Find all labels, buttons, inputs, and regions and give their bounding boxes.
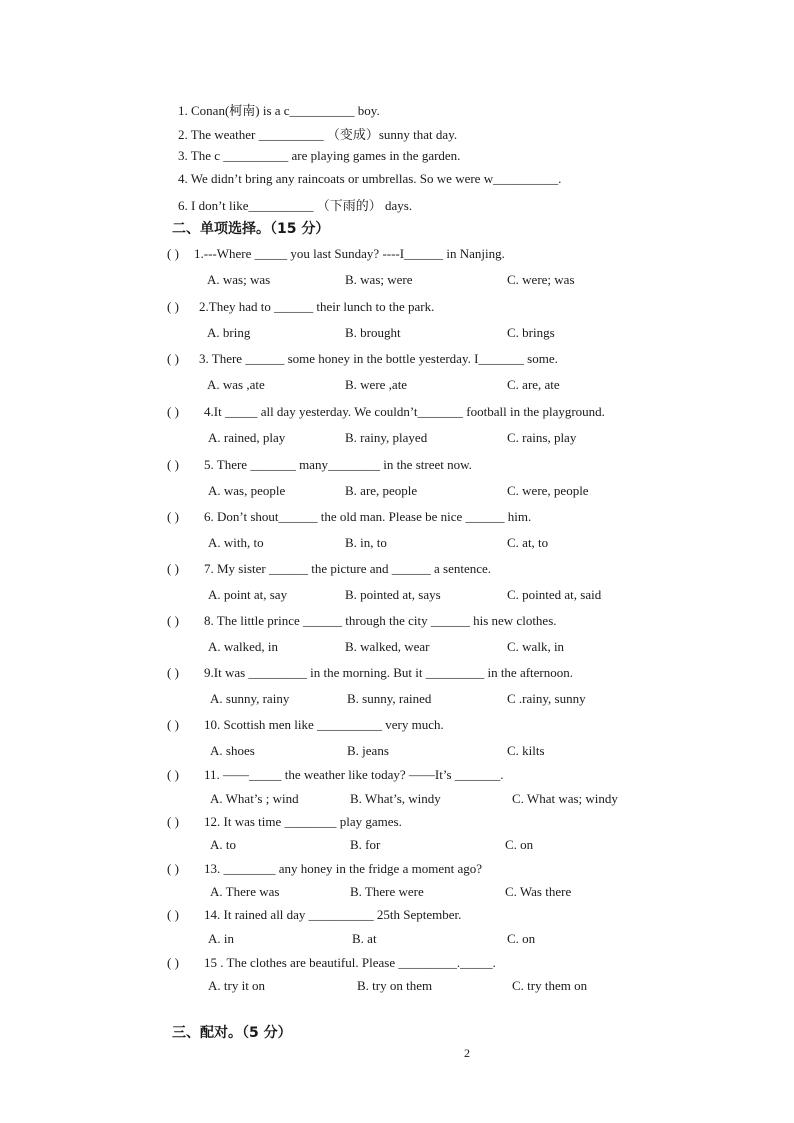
question-text: 2.They had to ______ their lunch to the park.: [199, 299, 435, 314]
option-b: B. sunny, rained: [347, 691, 432, 706]
option-c: C. Was there: [505, 884, 572, 899]
option-b: B. was; were: [345, 272, 413, 287]
question-text: 14. It rained all day __________ 25th September.: [204, 907, 462, 922]
question-text: 4.It _____ all day yesterday. We couldn’t_______ football in the playground.: [204, 404, 605, 419]
answer-bracket[interactable]: ( ): [167, 351, 179, 366]
option-a: A. to: [210, 837, 236, 852]
option-a: A. sunny, rainy: [210, 691, 290, 706]
option-a: A. There was: [210, 884, 280, 899]
option-b: B. What’s, windy: [350, 791, 441, 806]
option-c: C. pointed at, said: [507, 587, 602, 602]
option-a: A. was, people: [208, 483, 286, 498]
fill-in-line-2: 2. The weather __________ （变成）sunny that day.: [178, 127, 458, 142]
option-b: B. at: [352, 931, 377, 946]
option-a: A. What’s ; wind: [210, 791, 299, 806]
option-b: B. rainy, played: [345, 430, 428, 445]
option-a: A. was ,ate: [207, 377, 265, 392]
option-c: C. kilts: [507, 743, 545, 758]
option-c: C. are, ate: [507, 377, 560, 392]
question-text: 1.---Where _____ you last Sunday? ----I______ in Nanjing.: [194, 246, 505, 261]
answer-bracket[interactable]: ( ): [167, 907, 179, 922]
option-b: B. There were: [350, 884, 424, 899]
option-c: C. were, people: [507, 483, 589, 498]
answer-bracket[interactable]: ( ): [167, 246, 179, 261]
question-text: 12. It was time ________ play games.: [204, 814, 402, 829]
answer-bracket[interactable]: ( ): [167, 814, 179, 829]
section-2-title: 二、单项选择。（15 分）: [172, 221, 330, 237]
option-b: B. were ,ate: [345, 377, 408, 392]
option-a: A. walked, in: [208, 639, 279, 654]
option-c: C. rains, play: [507, 430, 577, 445]
option-a: A. bring: [207, 325, 251, 340]
option-b: B. for: [350, 837, 381, 852]
question-text: 8. The little prince ______ through the city ______ his new clothes.: [204, 613, 557, 628]
question-text: 3. There ______ some honey in the bottle yesterday. I_______ some.: [199, 351, 558, 366]
option-a: A. with, to: [208, 535, 264, 550]
option-c: C. brings: [507, 325, 555, 340]
answer-bracket[interactable]: ( ): [167, 613, 179, 628]
option-c: C .rainy, sunny: [507, 691, 586, 706]
question-text: 15 . The clothes are beautiful. Please _________._____.: [204, 955, 496, 970]
question-text: 13. ________ any honey in the fridge a moment ago?: [204, 861, 482, 876]
option-b: B. in, to: [345, 535, 387, 550]
option-c: C. What was; windy: [512, 791, 618, 806]
answer-bracket[interactable]: ( ): [167, 861, 179, 876]
option-b: B. try on them: [357, 978, 433, 993]
option-b: B. jeans: [347, 743, 389, 758]
fill-in-line-4: 4. We didn’t bring any raincoats or umbrellas. So we were w__________.: [178, 171, 562, 186]
answer-bracket[interactable]: ( ): [167, 955, 179, 970]
option-c: C. were; was: [507, 272, 575, 287]
option-a: A. shoes: [210, 743, 255, 758]
answer-bracket[interactable]: ( ): [167, 717, 179, 732]
answer-bracket[interactable]: ( ): [167, 665, 179, 680]
option-c: C. at, to: [507, 535, 549, 550]
option-b: B. brought: [345, 325, 401, 340]
question-text: 9.It was _________ in the morning. But it _________ in the afternoon.: [204, 665, 574, 680]
option-a: A. was; was: [207, 272, 271, 287]
question-text: 5. There _______ many________ in the street now.: [204, 457, 472, 472]
option-a: A. point at, say: [208, 587, 288, 602]
option-b: B. pointed at, says: [345, 587, 441, 602]
answer-bracket[interactable]: ( ): [167, 404, 179, 419]
question-text: 7. My sister ______ the picture and ______ a sentence.: [204, 561, 492, 576]
answer-bracket[interactable]: ( ): [167, 457, 179, 472]
question-text: 6. Don’t shout______ the old man. Please be nice ______ him.: [204, 509, 532, 524]
option-a: A. rained, play: [208, 430, 286, 445]
option-a: A. try it on: [208, 978, 266, 993]
fill-in-line-1: 1. Conan(柯南) is a c__________ boy.: [178, 103, 380, 118]
option-b: B. are, people: [345, 483, 418, 498]
answer-bracket[interactable]: ( ): [167, 767, 179, 782]
option-b: B. walked, wear: [345, 639, 430, 654]
section-3-title: 三、配对。（5 分）: [172, 1025, 292, 1041]
question-text: 10. Scottish men like __________ very much.: [204, 717, 444, 732]
answer-bracket[interactable]: ( ): [167, 561, 179, 576]
option-c: C. on: [507, 931, 536, 946]
option-c: C. on: [505, 837, 534, 852]
option-a: A. in: [208, 931, 234, 946]
fill-in-line-3: 3. The c __________ are playing games in the garden.: [178, 148, 461, 163]
answer-bracket[interactable]: ( ): [167, 299, 179, 314]
answer-bracket[interactable]: ( ): [167, 509, 179, 524]
option-c: C. try them on: [512, 978, 588, 993]
option-c: C. walk, in: [507, 639, 565, 654]
question-text: 11. ——_____ the weather like today? ——It’s _______.: [204, 767, 504, 782]
fill-in-line-5: 6. I don’t like__________ （下雨的） days.: [178, 198, 413, 213]
page-number: 2: [464, 1046, 470, 1060]
